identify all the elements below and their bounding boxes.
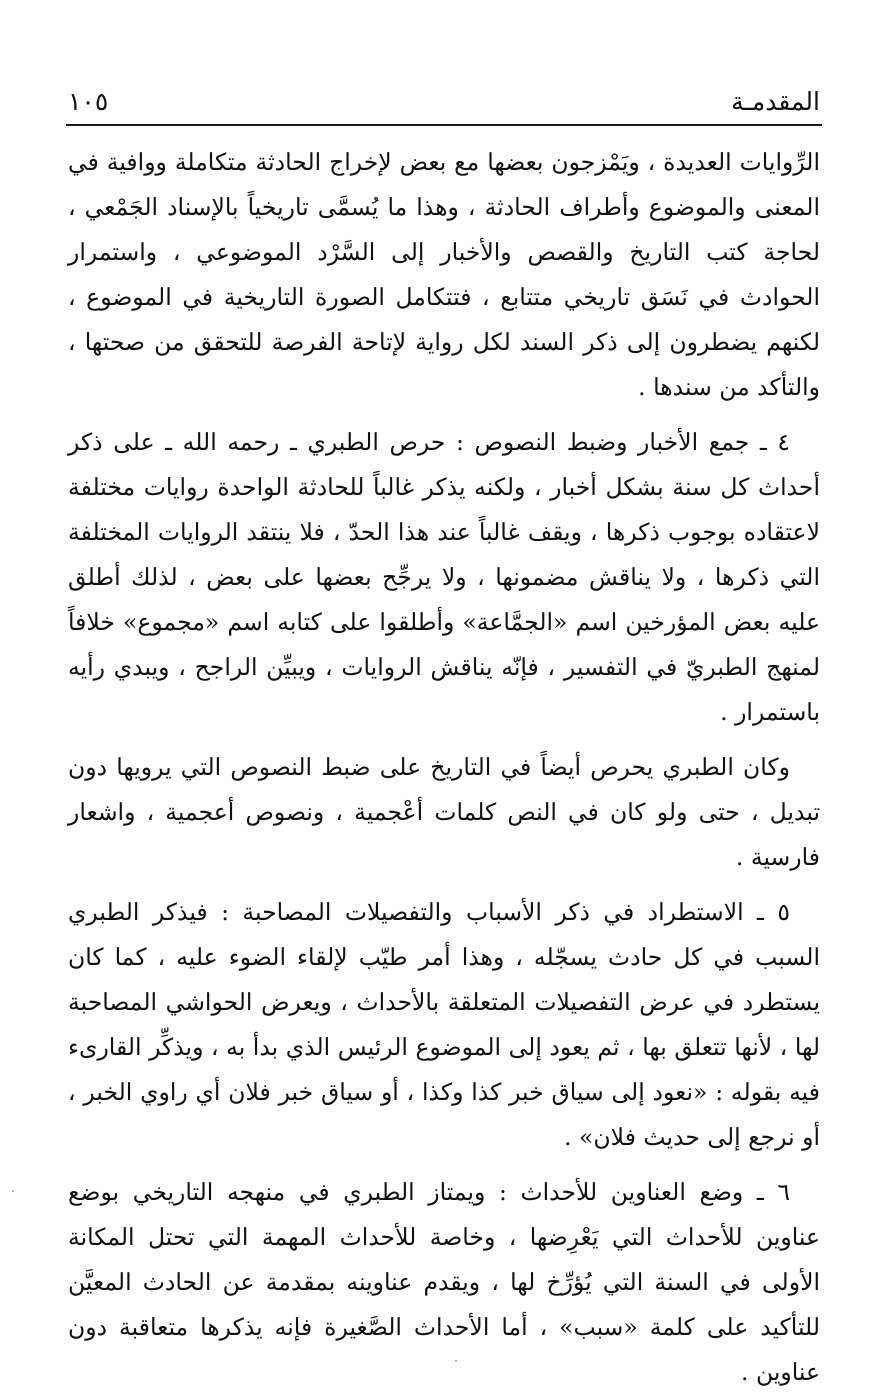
- body-text: [68, 140, 820, 1395]
- paragraph-point-4: ٤ ـ جمع الأخبار وضبط النصوص : حرص الطبري ـ رحمه الله ـ على ذكر أحداث كل سنة بشكل أخبار ، ولكنه يذكر غالباً للحادثة الواحدة روايات مختلفة لاعتقاده بوجوب ذكرها ، ويقف غالباً عند هذا الحدّ ، فلا ينتقد الروايات المختلفة التي ذكرها ، ولا يناقش مضمونها ، ولا يرجِّح بعضها على بعض ، لذلك أطلق عليه بعض المؤرخين اسم «الجمَّاعة» وأطلقوا على كتابه اسم «مجموع» خلافاً لمنهج الطبريّ في التفسير ، فإنّه يناقش الروايات ، ويبيِّن الراجح ، ويبدي رأيه باستمرار .: [68, 428, 820, 726]
- scan-speck: [12, 1190, 14, 1192]
- paragraph-continued: الرِّوايات العديدة ، ويَمْزجون بعضها مع بعض لإخراج الحادثة متكاملة ووافية في المعنى والموضوع وأطراف الحادثة ، وهذا ما يُسمَّى تاريخياً بالإسناد الجَمْعي ، لحاجة كتب التاريخ والقصص والأخبار إلى السَّرْد الموضوعي ، واستمرار الحوادث في نَسَق تاريخي متتابع ، فتتكامل الصورة التاريخية في الموضوع ، لكنهم يضطرون إلى ذكر السند لكل رواية لإتاحة الفرصة للتحقق من صحتها ، والتأكد من سندها .: [68, 148, 820, 401]
- running-title: المقدمـة: [731, 87, 820, 116]
- paragraph-text-preservation: وكان الطبري يحرص أيضاً في التاريخ على ضبط النصوص التي يرويها دون تبديل ، حتى ولو كان في النص كلمات أعْجمية ، ونصوص أعجمية ، واشعار فارسية .: [68, 753, 820, 871]
- page-header: [68, 82, 820, 122]
- header-rule: [66, 124, 822, 126]
- scan-speck: [455, 1360, 457, 1362]
- page-number: ١٠٥: [68, 87, 109, 116]
- paragraph-point-6: ٦ ـ وضع العناوين للأحداث : ويمتاز الطبري في منهجه التاريخي بوضع عناوين للأحداث التي يَعْرِضها ، وخاصة للأحداث المهمة التي تحتل المكانة الأولى في السنة التي يُؤرِّخ لها ، ويقدم عناوينه بمقدمة عن الحادث المعيَّن للتأكيد على كلمة «سبب» ، أما الأحداث الصَّغيرة فإنه يذكرها متعاقبة دون عناوين .: [68, 1178, 820, 1386]
- paragraph-point-5: ٥ ـ الاستطراد في ذكر الأسباب والتفصيلات المصاحبة : فيذكر الطبري السبب في كل حادث يسجّله ، وهذا أمر طيّب لإلقاء الضوء عليه ، كما كان يستطرد في عرض التفصيلات المتعلقة بالأحداث ، ويعرض الحواشي المصاحبة لها ، لأنها تتعلق بها ، ثم يعود إلى الموضوع الرئيس الذي بدأ به ، ويذكِّر القارىء فيه بقوله : «نعود إلى سياق خبر كذا وكذا ، أو سياق خبر فلان أي راوي الخبر ، أو نرجع إلى حديث فلان» .: [68, 898, 820, 1151]
